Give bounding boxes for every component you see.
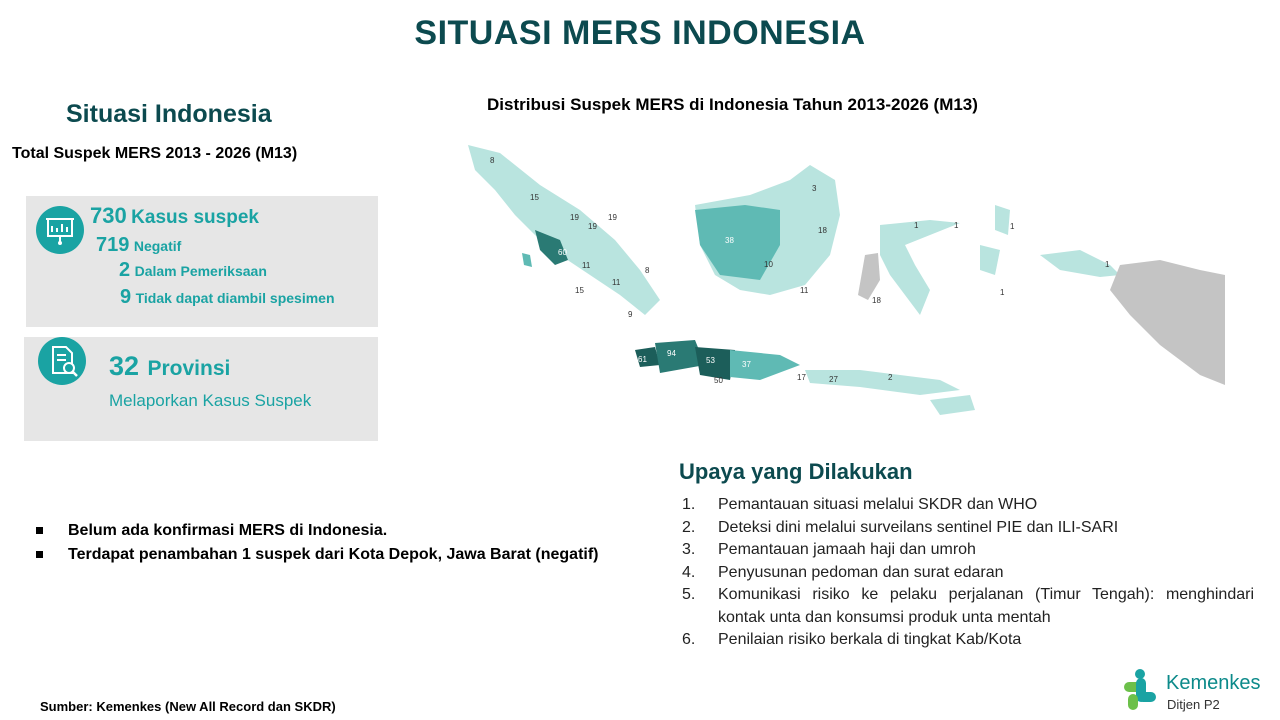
map-count-label: 27 bbox=[829, 375, 838, 384]
tidak-spesimen-count: 9 bbox=[120, 286, 132, 308]
tidak-spesimen-label: Tidak dapat diambil spesimen bbox=[135, 290, 335, 306]
provinsi-sub: Melaporkan Kasus Suspek bbox=[109, 391, 312, 410]
provinsi-label: Provinsi bbox=[147, 357, 231, 380]
notes-list bbox=[60, 520, 620, 568]
upaya-heading: Upaya yang Dilakukan bbox=[679, 459, 913, 484]
negatif-count: 719 bbox=[96, 234, 130, 256]
map-count-label: 18 bbox=[872, 296, 881, 305]
map-count-label: 1 bbox=[1000, 288, 1005, 297]
dalam-pemeriksaan-count: 2 bbox=[119, 259, 131, 281]
total-suspek-label: Kasus suspek bbox=[131, 207, 259, 228]
map-count-label: 1 bbox=[954, 221, 959, 230]
map-count-label: 61 bbox=[638, 355, 647, 364]
negatif-label: Negatif bbox=[133, 238, 182, 254]
page-title: SITUASI MERS INDONESIA bbox=[414, 14, 866, 52]
region-jawa-timur bbox=[730, 350, 800, 380]
map-count-label: 15 bbox=[575, 286, 584, 295]
map-count-label: 15 bbox=[530, 193, 539, 202]
map-count-label: 11 bbox=[582, 261, 591, 270]
map-count-label: 53 bbox=[706, 356, 715, 365]
logo-name: Kemenkes bbox=[1166, 672, 1261, 694]
indonesia-map bbox=[460, 125, 1260, 425]
map-count-label: 3 bbox=[812, 184, 817, 193]
upaya-item: 4. Penyusunan pedoman dan surat edaran bbox=[682, 563, 1004, 581]
map-count-label: 1 bbox=[1010, 222, 1015, 231]
map-count-label: 9 bbox=[628, 310, 633, 319]
map-count-label: 17 bbox=[797, 373, 806, 382]
map-title: Distribusi Suspek MERS di Indonesia Tahun 2013-2026 (M13) bbox=[487, 95, 978, 114]
map-count-label: 1 bbox=[1105, 260, 1110, 269]
note-item: Terdapat penambahan 1 suspek dari Kota Depok, Jawa Barat (negatif) bbox=[60, 544, 620, 566]
upaya-item: 5. Komunikasi risiko ke pelaku perjalanan (Timur Tengah): menghindari kontak unta dan konsumsi produk unta mentah bbox=[682, 586, 1254, 626]
map-count-label: 18 bbox=[818, 226, 827, 235]
map-count-label: 19 bbox=[588, 222, 597, 231]
upaya-item: 6. Penilaian risiko berkala di tingkat Kab/Kota bbox=[682, 631, 1022, 648]
map-count-label: 60 bbox=[558, 248, 567, 257]
document-search-icon bbox=[38, 337, 86, 385]
map-count-label: 10 bbox=[764, 260, 773, 269]
region-timor bbox=[930, 395, 975, 415]
region-papua bbox=[1110, 260, 1225, 385]
map-count-label: 11 bbox=[612, 278, 621, 287]
source-note: Sumber: Kemenkes (New All Record dan SKDR) bbox=[40, 699, 336, 714]
map-count-label: 37 bbox=[742, 360, 751, 369]
upaya-list bbox=[682, 494, 1254, 652]
dalam-pemeriksaan-label: Dalam Pemeriksaan bbox=[134, 263, 267, 279]
map-count-label: 1 bbox=[914, 221, 919, 230]
map-count-label: 38 bbox=[725, 236, 734, 245]
region-maluku bbox=[980, 245, 1000, 275]
provinsi-panel bbox=[24, 337, 378, 441]
region-maluku-utara bbox=[995, 205, 1010, 235]
total-suspek-count: 730 bbox=[90, 203, 127, 228]
map-count-label: 50 bbox=[714, 376, 723, 385]
region-sulawesi bbox=[880, 220, 960, 315]
region-nias bbox=[522, 253, 532, 267]
provinsi-count: 32 bbox=[109, 351, 140, 381]
region-sumatra bbox=[468, 145, 660, 315]
map-count-label: 94 bbox=[667, 349, 676, 358]
situasi-subtitle: Total Suspek MERS 2013 - 2026 (M13) bbox=[12, 145, 298, 162]
map-count-label: 8 bbox=[645, 266, 650, 275]
map-count-label: 11 bbox=[800, 286, 809, 295]
upaya-item: 3. Pemantauan jamaah haji dan umroh bbox=[682, 541, 976, 558]
map-count-label: 98 bbox=[660, 327, 669, 336]
situasi-heading: Situasi Indonesia bbox=[66, 100, 272, 128]
note-item: Belum ada konfirmasi MERS di Indonesia. bbox=[60, 520, 620, 542]
suspect-stats-panel bbox=[26, 196, 378, 327]
region-sulawesi-grey bbox=[858, 253, 880, 300]
presentation-chart-icon bbox=[36, 206, 84, 254]
upaya-item: 1. Pemantauan situasi melalui SKDR dan WHO bbox=[682, 496, 1038, 513]
logo-sub: Ditjen P2 bbox=[1167, 697, 1220, 712]
map-count-label: 8 bbox=[490, 156, 495, 165]
upaya-item: 2. Deteksi dini melalui surveilans sentinel PIE dan ILI-SARI bbox=[682, 518, 1119, 536]
map-count-label: 2 bbox=[888, 373, 893, 382]
map-count-label: 19 bbox=[570, 213, 579, 222]
map-count-label: 19 bbox=[608, 213, 617, 222]
